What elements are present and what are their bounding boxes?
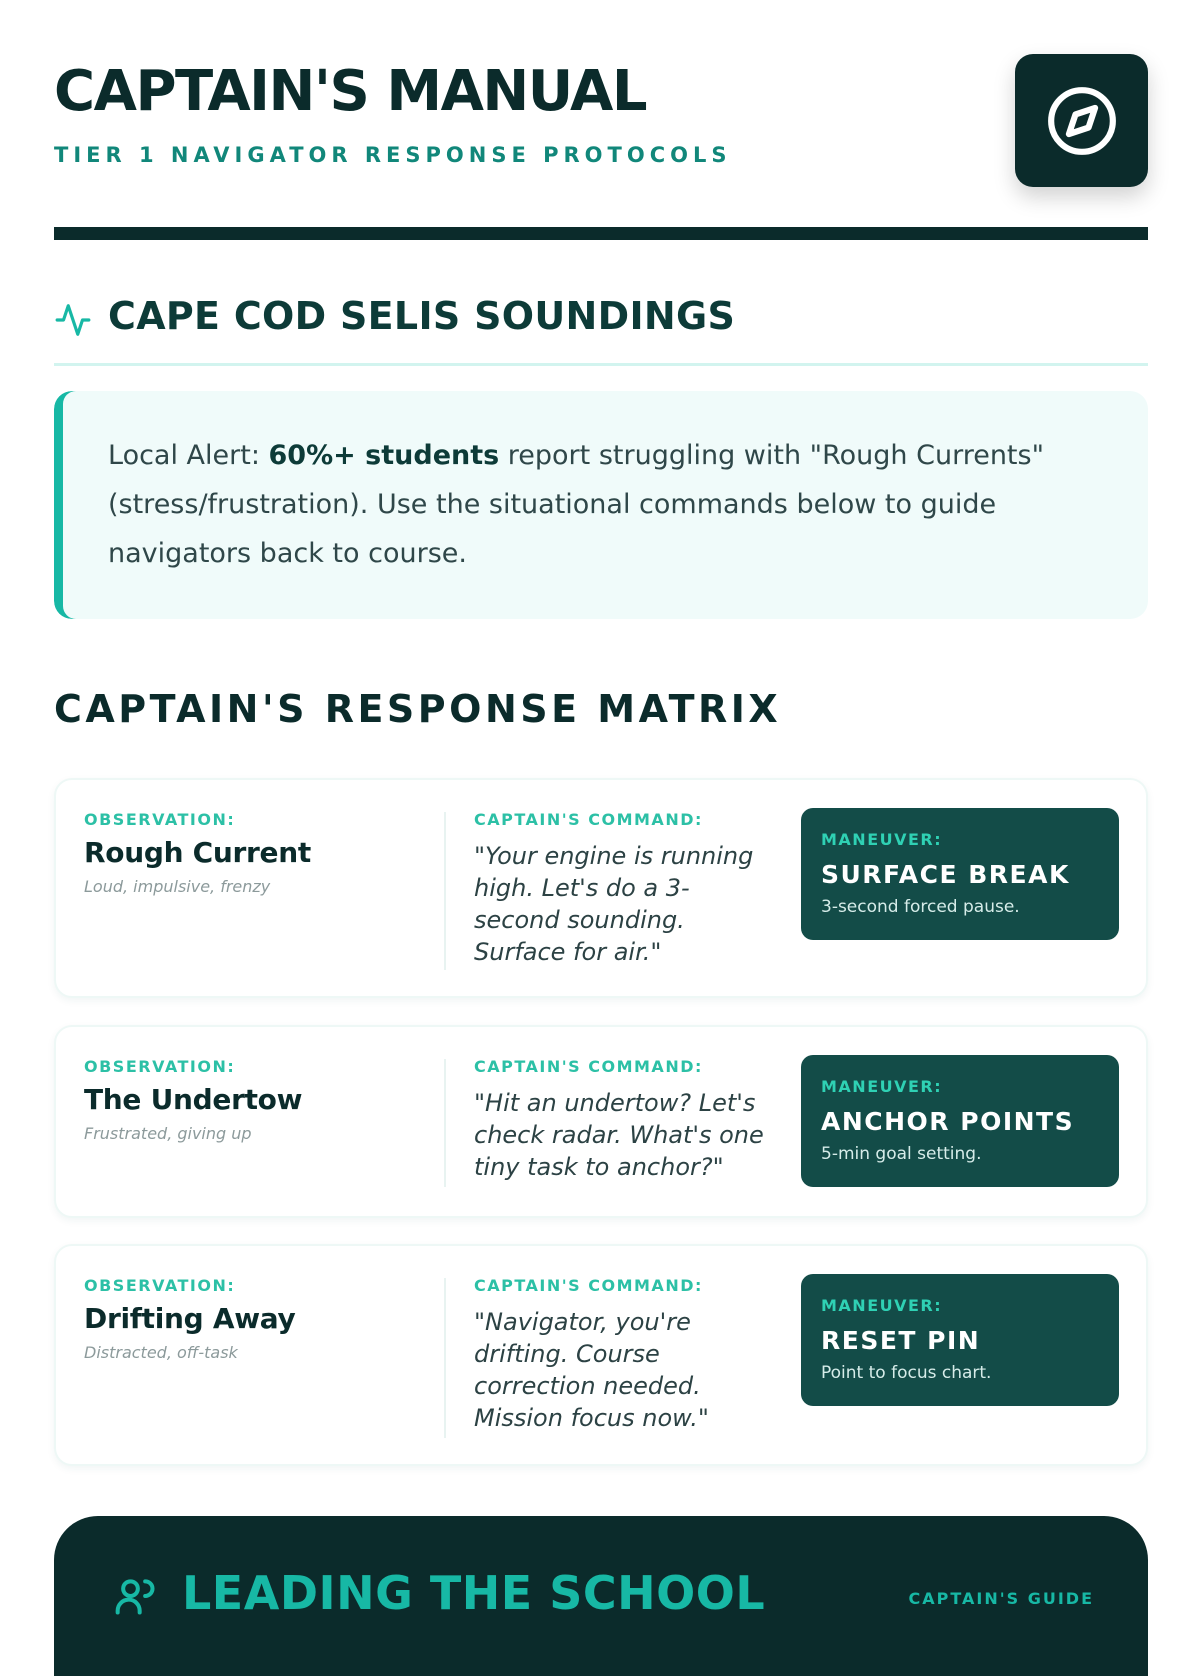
observation-description: Distracted, off-task bbox=[84, 1342, 238, 1362]
command-label: CAPTAIN'S COMMAND: bbox=[474, 810, 703, 829]
pulse-icon bbox=[54, 301, 92, 339]
observation-label: OBSERVATION: bbox=[84, 1276, 236, 1295]
header-divider bbox=[54, 227, 1148, 240]
maneuver-name: ANCHOR POINTS bbox=[821, 1107, 1075, 1136]
alert-accent-bar bbox=[54, 391, 76, 619]
banner-tag: CAPTAIN'S GUIDE bbox=[908, 1589, 1094, 1608]
observation-label: OBSERVATION: bbox=[84, 1057, 236, 1076]
observation-name: The Undertow bbox=[84, 1083, 303, 1116]
observation-description: Frustrated, giving up bbox=[84, 1123, 252, 1143]
command-label: CAPTAIN'S COMMAND: bbox=[474, 1276, 703, 1295]
observation-label: OBSERVATION: bbox=[84, 810, 236, 829]
command-column bbox=[474, 1278, 774, 1434]
observation-description: Loud, impulsive, frenzy bbox=[84, 876, 271, 896]
command-column bbox=[474, 1059, 774, 1183]
maneuver-name: SURFACE BREAK bbox=[821, 860, 1070, 889]
header bbox=[54, 0, 1148, 242]
command-text: "Your engine is running high. Let's do a 3-second sounding. Surface for air." bbox=[474, 842, 754, 966]
column-divider bbox=[444, 812, 446, 970]
banner-title: LEADING THE SCHOOL bbox=[182, 1566, 766, 1620]
compass-icon bbox=[1045, 84, 1119, 158]
maneuver-panel bbox=[801, 1055, 1119, 1187]
alert-prefix: Local Alert: bbox=[108, 440, 269, 471]
maneuver-label: MANEUVER: bbox=[821, 1296, 943, 1315]
command-column bbox=[474, 812, 774, 968]
page bbox=[54, 0, 1148, 1620]
command-text: "Hit an undertow? Let's check radar. What's one tiny task to anchor?" bbox=[474, 1089, 764, 1181]
observation-name: Drifting Away bbox=[84, 1302, 296, 1335]
leading-school-banner bbox=[54, 1516, 1148, 1676]
maneuver-label: MANEUVER: bbox=[821, 1077, 943, 1096]
matrix-title: CAPTAIN'S RESPONSE MATRIX bbox=[54, 687, 782, 731]
soundings-header bbox=[54, 293, 1148, 366]
alert-suffix: report struggling with "Rough Currents" (stress/frustration). Use the situational commands below to guide navigators back to course. bbox=[108, 440, 1045, 569]
column-divider bbox=[444, 1059, 446, 1187]
matrix-row bbox=[54, 1244, 1148, 1466]
people-icon bbox=[114, 1574, 158, 1618]
page-subtitle: TIER 1 NAVIGATOR RESPONSE PROTOCOLS bbox=[54, 143, 732, 167]
command-text: "Navigator, you're drifting. Course correction needed. Mission focus now." bbox=[474, 1308, 709, 1432]
matrix-row bbox=[54, 778, 1148, 998]
matrix-row bbox=[54, 1025, 1148, 1218]
local-alert-box bbox=[54, 391, 1148, 619]
observation-column bbox=[84, 812, 424, 896]
command-label: CAPTAIN'S COMMAND: bbox=[474, 1057, 703, 1076]
observation-column bbox=[84, 1278, 424, 1362]
compass-logo bbox=[1015, 54, 1148, 187]
column-divider bbox=[444, 1278, 446, 1438]
alert-text bbox=[108, 431, 1118, 578]
soundings-title: CAPE COD SELIS SOUNDINGS bbox=[108, 294, 736, 338]
observation-column bbox=[84, 1059, 424, 1143]
maneuver-label: MANEUVER: bbox=[821, 830, 943, 849]
observation-name: Rough Current bbox=[84, 836, 311, 869]
maneuver-name: RESET PIN bbox=[821, 1326, 981, 1355]
maneuver-panel bbox=[801, 1274, 1119, 1406]
maneuver-panel bbox=[801, 808, 1119, 940]
maneuver-description: 5-min goal setting. bbox=[821, 1144, 982, 1164]
maneuver-description: Point to focus chart. bbox=[821, 1363, 992, 1383]
page-title: CAPTAIN'S MANUAL bbox=[54, 59, 647, 124]
maneuver-description: 3-second forced pause. bbox=[821, 897, 1020, 917]
alert-highlight: 60%+ students bbox=[268, 440, 500, 471]
